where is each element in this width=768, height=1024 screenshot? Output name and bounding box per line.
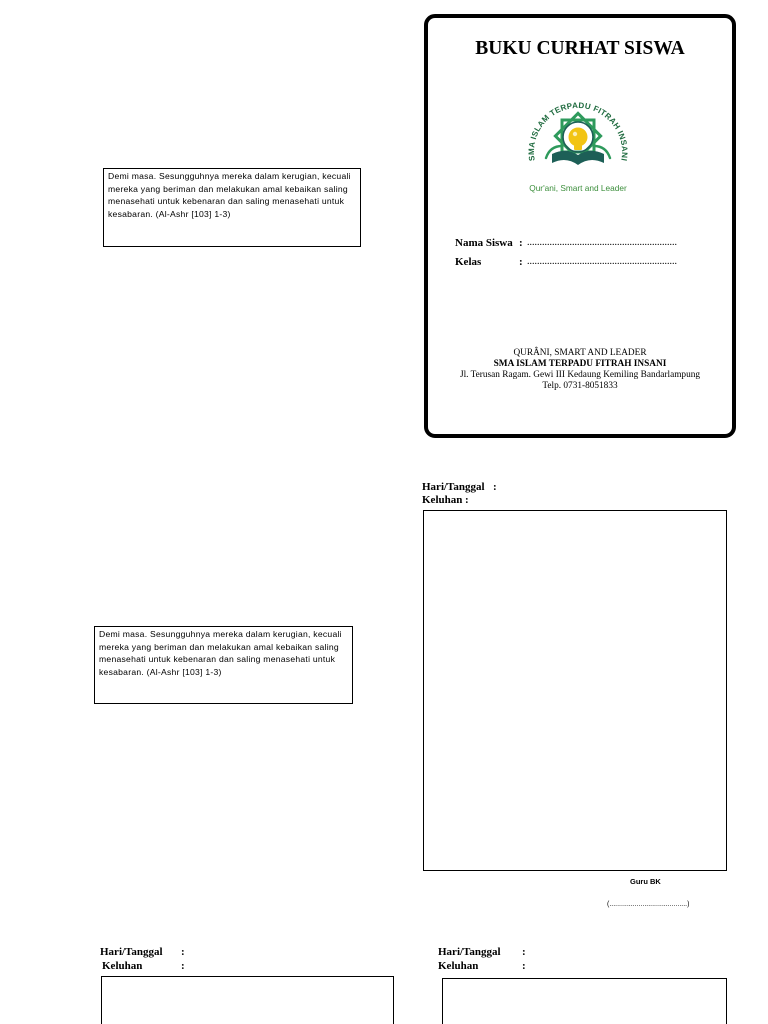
quote-line: Demi masa. Sesungguhnya mereka dalam kerugian, kecuali: [99, 629, 342, 639]
class-value: ............................................................: [527, 256, 677, 267]
date-label: Hari/Tanggal: [100, 946, 163, 958]
logo-tagline: Qur'ani, Smart and Leader: [529, 183, 627, 193]
lightbulb-icon: [569, 128, 588, 151]
quote-line: kesabaran. (Al-Ashr [103] 1-3): [108, 209, 231, 220]
complaint-row: [102, 960, 222, 973]
date-label: Hari/Tanggal: [438, 946, 501, 958]
quote-line: mereka yang beriman dan melakukan amal kebaikan saling: [99, 641, 339, 652]
class-field: [455, 255, 725, 269]
quote-box: [103, 168, 361, 247]
quote-line: menasehati untuk kebenaran dan saling menasehati untuk: [99, 654, 336, 665]
date-separator: :: [493, 481, 497, 493]
class-label: Kelas: [455, 256, 482, 268]
complaint-label: Keluhan: [102, 960, 143, 972]
footer-school-name: SMA ISLAM TERPADU FITRAH INSANI: [493, 359, 667, 369]
complaint-row: [422, 494, 542, 507]
complaint-row: [438, 960, 558, 973]
student-name-field: [455, 236, 725, 250]
quote-line: menasehati untuk kebenaran dan saling menasehati untuk: [108, 196, 345, 207]
date-separator: :: [181, 946, 185, 958]
quote-box: [94, 626, 353, 704]
complaint-separator: :: [465, 494, 469, 506]
footer-motto: QURÂNI, SMART AND LEADER: [513, 348, 647, 358]
lightbulb-base: [574, 145, 582, 150]
complaint-separator: :: [522, 960, 526, 972]
student-name-label: Nama Siswa: [455, 237, 513, 249]
complaint-label: Keluhan: [438, 960, 479, 972]
student-name-value: ............................................................: [527, 237, 677, 248]
logo-arc-textpath: SMA ISLAM TERPADU FITRAH INSANI: [526, 100, 630, 162]
quote-line: mereka yang beriman dan melakukan amal kebaikan saling: [108, 183, 348, 194]
school-logo: [524, 96, 632, 196]
student-name-separator: :: [519, 237, 523, 249]
date-row: [100, 946, 220, 959]
lightbulb-glass: [569, 128, 588, 147]
complaint-label: Keluhan: [422, 494, 463, 506]
footer-address: Jl. Terusan Ragam. Gewi III Kedaung Kemiling Bandarlampung: [459, 370, 701, 380]
quote-line: kesabaran. (Al-Ashr [103] 1-3): [99, 667, 222, 678]
signature-line: (........................................): [607, 901, 690, 908]
complaint-separator: :: [181, 960, 185, 972]
cover-footer: [428, 348, 732, 392]
cover-title: BUKU CURHAT SISWA: [475, 38, 685, 59]
complaint-box: [442, 978, 727, 1024]
signature-title: Guru BK: [630, 877, 661, 886]
date-row: [422, 481, 542, 494]
date-row: [438, 946, 558, 959]
footer-phone: Telp. 0731-8051833: [542, 381, 618, 391]
cover-card: [424, 14, 736, 438]
date-separator: :: [522, 946, 526, 958]
date-label: Hari/Tanggal: [422, 481, 485, 493]
lightbulb-highlight: [573, 132, 577, 136]
complaint-box: [101, 976, 394, 1024]
complaint-box: [423, 510, 727, 871]
class-separator: :: [519, 256, 523, 268]
quote-line: Demi masa. Sesungguhnya mereka dalam kerugian, kecuali: [108, 171, 351, 181]
